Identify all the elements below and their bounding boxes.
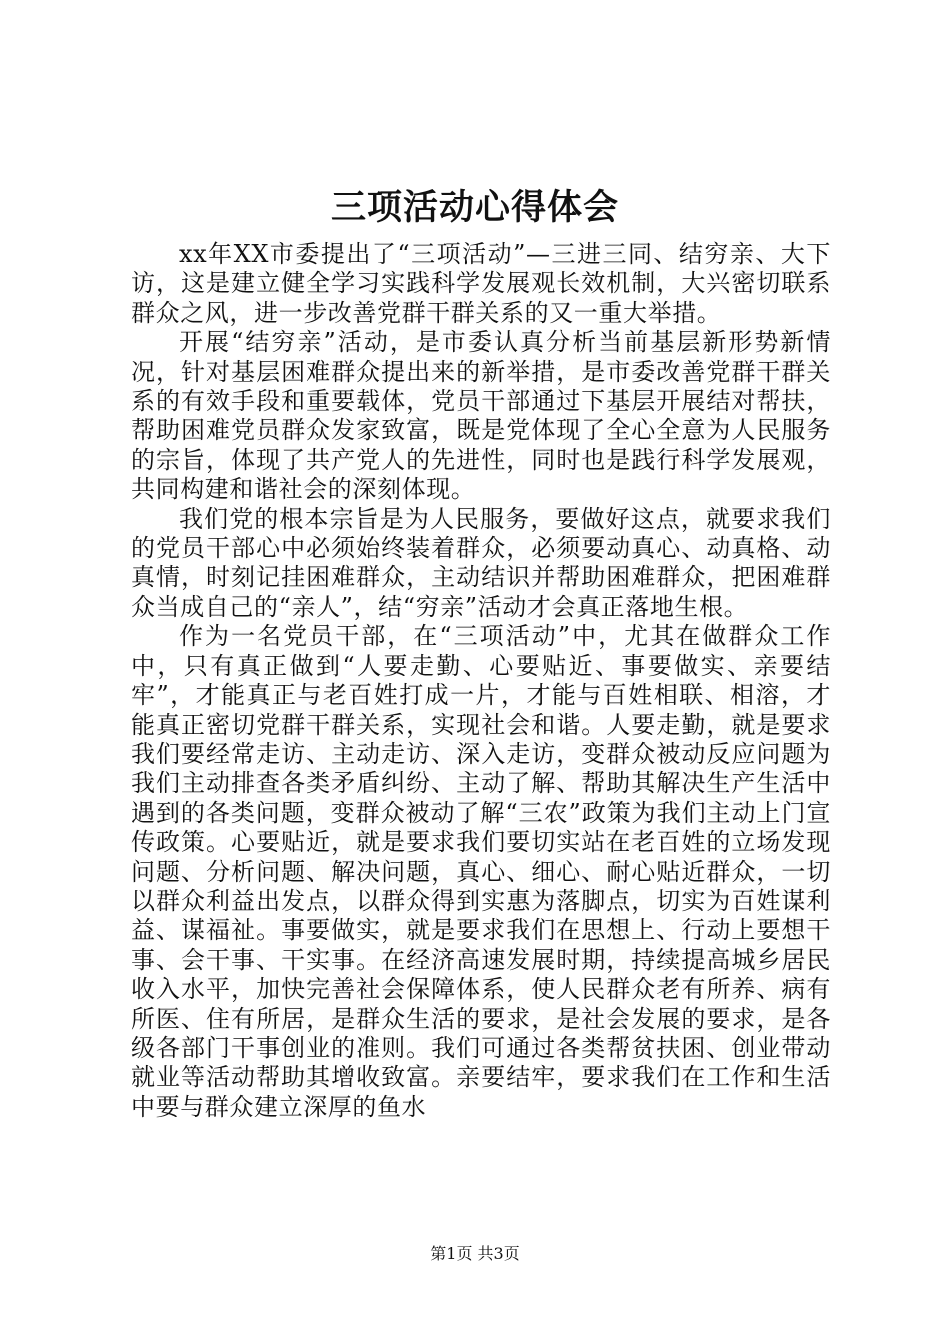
paragraph-3: 我们党的根本宗旨是为人民服务，要做好这点，就要求我们的党员干部心中必须始终装着群众，必须要动真心、动真格、动真情，时刻记挂困难群众，主动结识并帮助困难群众，把困难群众当成自己的“亲人”，结“穷亲”活动才会真正落地生根。 bbox=[131, 504, 831, 621]
paragraph-2: 开展“结穷亲”活动，是市委认真分析当前基层新形势新情况，针对基层困难群众提出来的新举措，是市委改善党群干群关系的有效手段和重要载体，党员干部通过下基层开展结对帮扶，帮助困难党员群众发家致富，既是党体现了全心全意为人民服务的宗旨，体现了共产党人的先进性，同时也是践行科学发展观，共同构建和谐社会的深刻体现。 bbox=[131, 328, 831, 504]
document-body bbox=[131, 240, 831, 1122]
document-title: 三项活动心得体会 bbox=[330, 187, 619, 228]
page-footer bbox=[0, 1243, 950, 1265]
paragraph-1: xx年XX市委提出了“三项活动”—三进三同、结穷亲、大下访，这是建立健全学习实践科学发展观长效机制，大兴密切联系群众之风，进一步改善党群干群关系的又一重大举措。 bbox=[131, 240, 831, 327]
page-number-indicator: 第1页 共3页 bbox=[430, 1244, 520, 1263]
paragraph-4: 作为一名党员干部，在“三项活动”中，尤其在做群众工作中，只有真正做到“人要走勤、心要贴近、事要做实、亲要结牢”，才能真正与老百姓打成一片，才能与百姓相联、相溶，才能真正密切党群干群关系，实现社会和谐。人要走勤，就是要求我们要经常走访、主动走访、深入走访，变群众被动反应问题为我们主动排查各类矛盾纠纷、主动了解、帮助其解决生产生活中遇到的各类问题，变群众被动了解“三农”政策为我们主动上门宣传政策。心要贴近，就是要求我们要切实站在老百姓的立场发现问题、分析问题、解决问题，真心、细心、耐心贴近群众，一切以群众利益出发点，以群众得到实惠为落脚点，切实为百姓谋利益、谋福祉。事要做实，就是要求我们在思想上、行动上要想干事、会干事、干实事。在经济高速发展时期，持续提高城乡居民收入水平，加快完善社会保障体系，使人民群众老有所养、病有所医、住有所居，是群众生活的要求，是社会发展的要求，是各级各部门干事创业的准则。我们可通过各类帮贫扶困、创业带动就业等活动帮助其增收致富。亲要结牢，要求我们在工作和生活中要与群众建立深厚的鱼水 bbox=[131, 622, 831, 1121]
